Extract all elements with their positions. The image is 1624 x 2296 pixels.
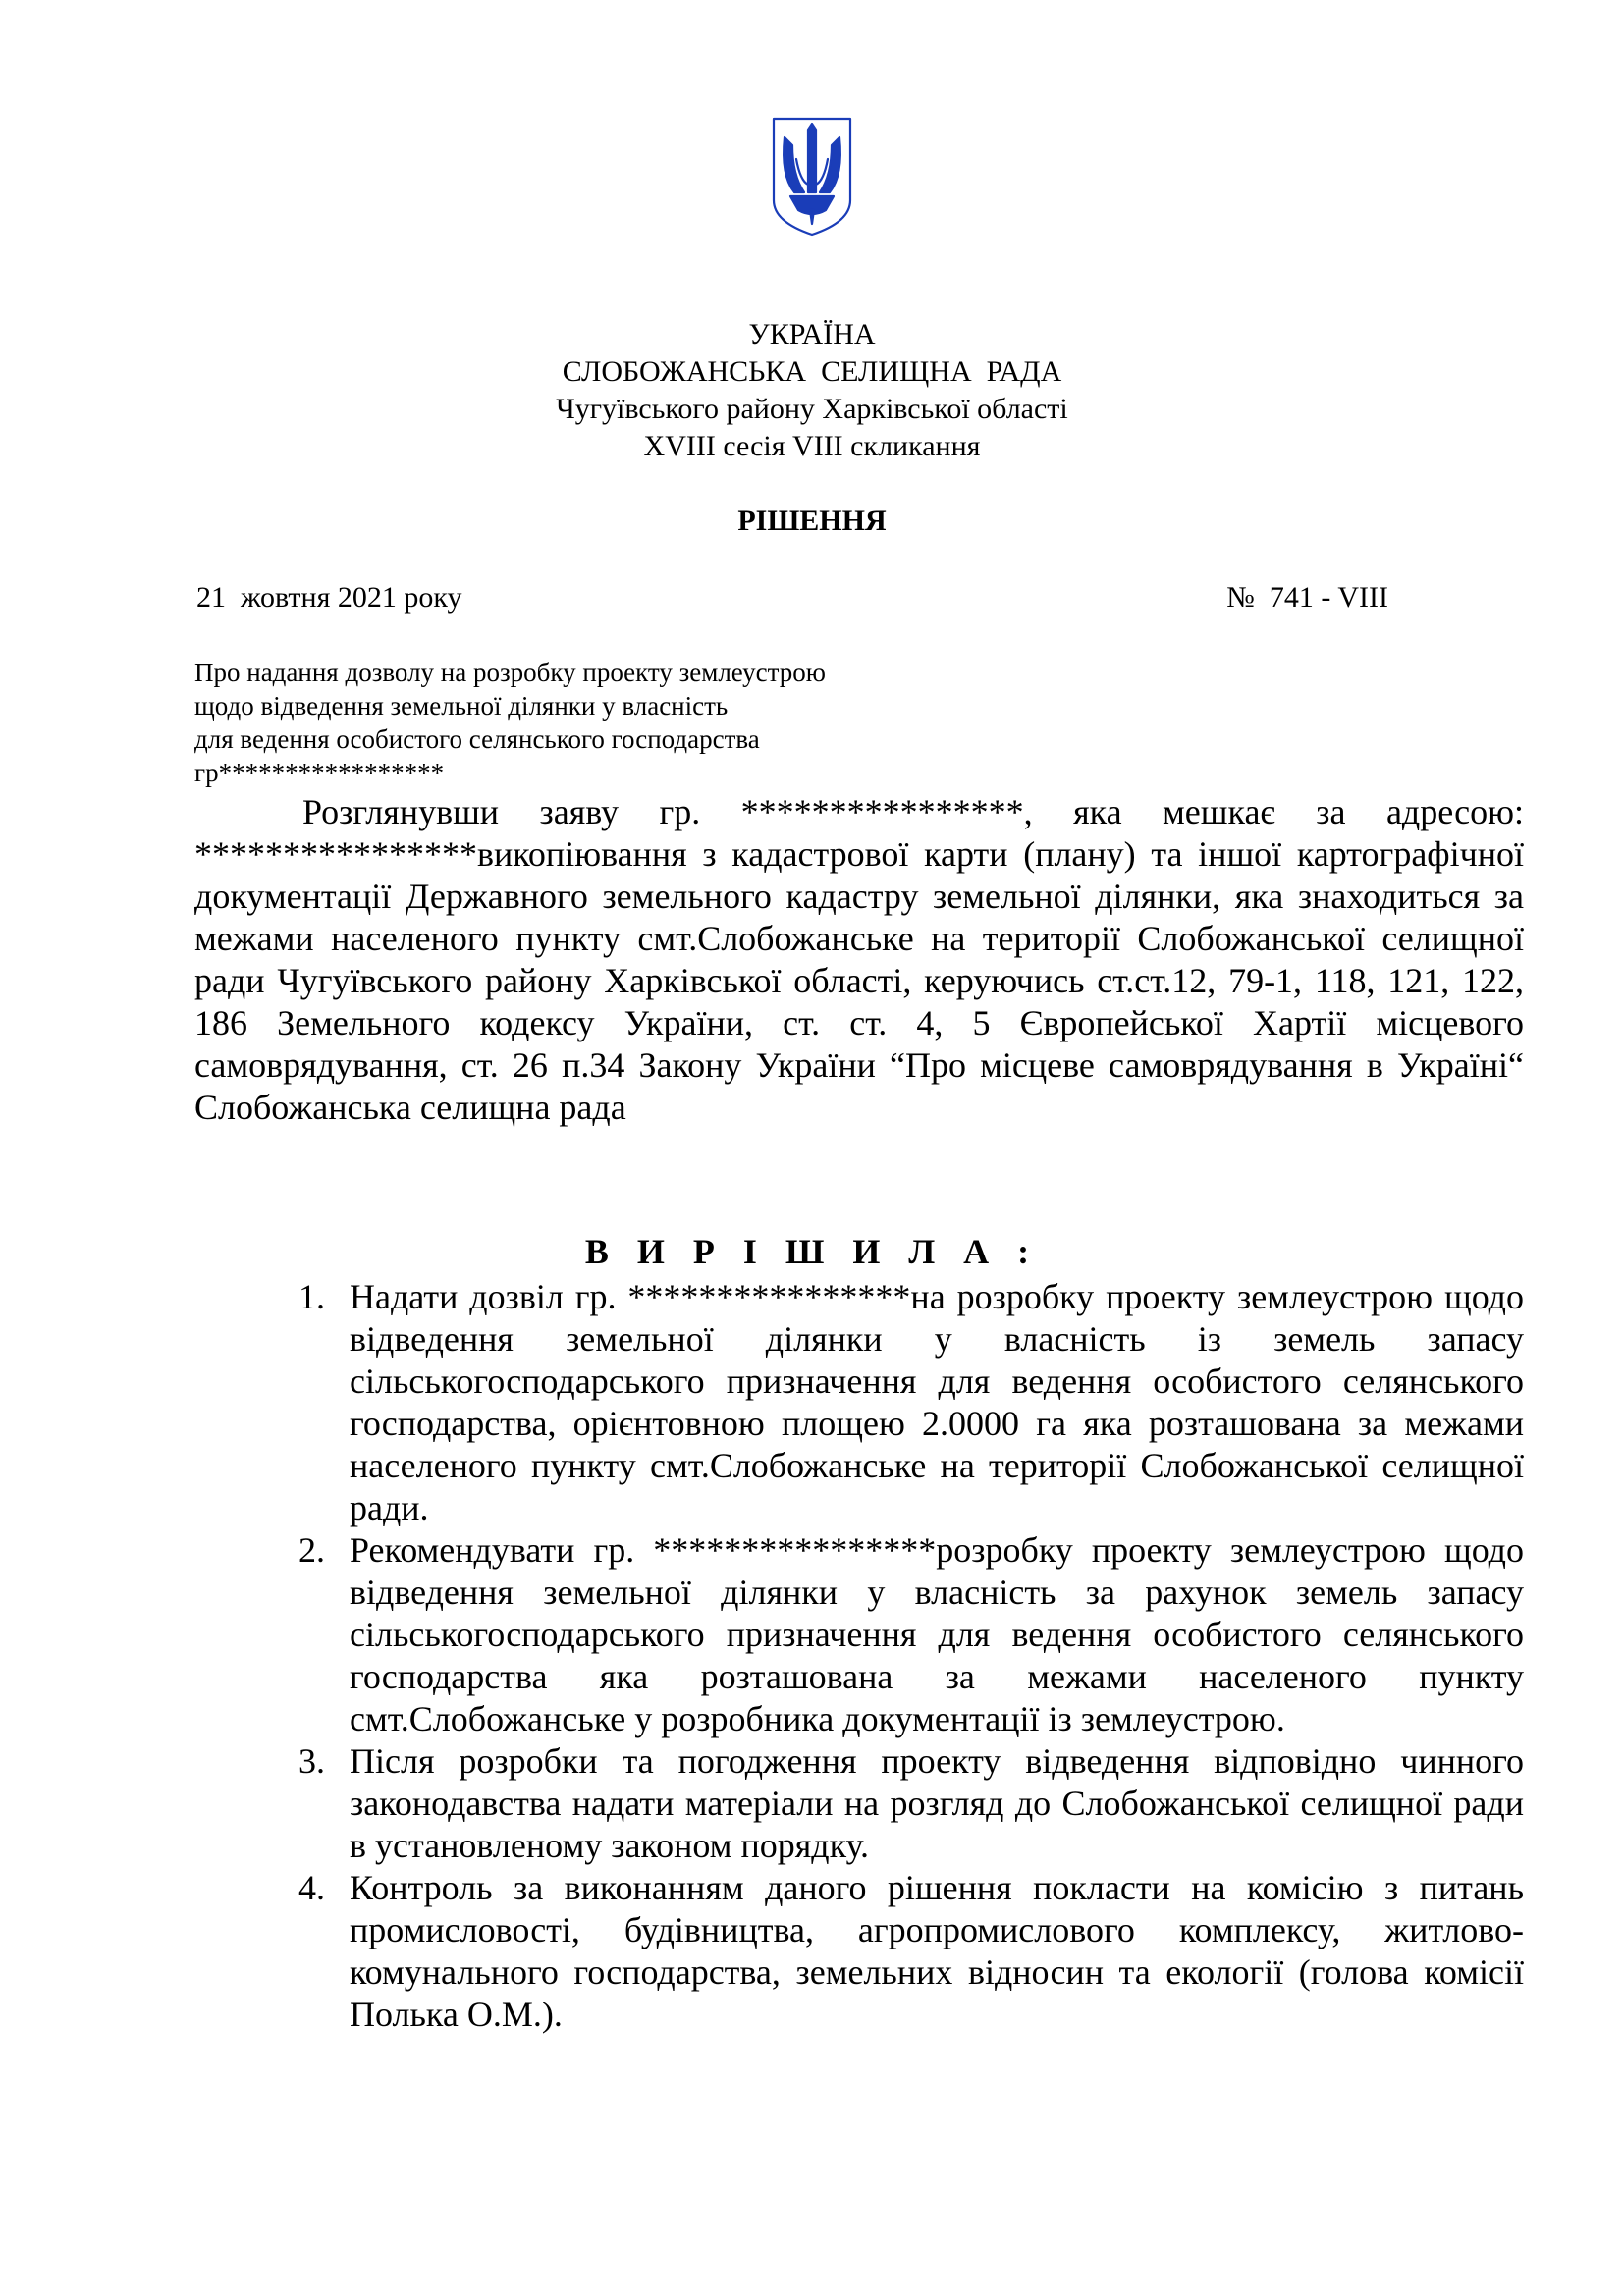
decision-item-text: Надати дозвіл гр. ****************на розробку проекту землеустрою щодо відведення земельної ділянки у власність із земель запасу сільськогосподарського призначення для ведення особистого селянського господарства, орієнтовною площею 2.0000 га яка розташована за межами населеного пункту смт.Слобожанське на території Слобожанської селищної ради. <box>350 1277 1524 1527</box>
country-name: УКРАЇНА <box>748 318 876 350</box>
decision-item-number: 2. <box>298 1530 325 1570</box>
decision-item <box>295 1740 1524 1867</box>
decided-heading: В И Р І Ш И Л А : <box>584 1232 1040 1271</box>
subject-line: щодо відведення земельної ділянки у власність <box>194 691 729 721</box>
decision-date: 21 жовтня 2021 року <box>196 581 462 614</box>
decision-item-number: 1. <box>298 1277 325 1316</box>
decision-item-text: Рекомендувати гр. ****************розробку проекту землеустрою щодо відведення земельної ділянки у власність за рахунок земель запасу сільськогосподарського призначення для ведення особистого селянського господарства яка розташована за межами населеного пункту смт.Слобожанське у розробника документації із землеустрою. <box>350 1530 1524 1738</box>
subject-line: для ведення особистого селянського господарства <box>194 724 760 754</box>
decision-item-text: Контроль за виконанням даного рішення покласти на комісію з питань промисловості, будівництва, агропромислового комплексу, житлово-комунального господарства, земельних відносин та екології (голова комісії Полька О.М.). <box>350 1868 1524 2034</box>
decision-number: № 741 - VIII <box>1226 581 1388 614</box>
decision-item <box>295 1529 1524 1740</box>
document-title: РІШЕННЯ <box>737 505 887 537</box>
decision-item-number: 4. <box>298 1868 325 1907</box>
decision-item-number: 3. <box>298 1741 325 1781</box>
preamble-paragraph: Розглянувши заяву гр. ****************, яка мешкає за адресою: ****************викопіювання з кадастрової карти (плану) та іншої картографічної документації Державного земельного кадастру земельної ділянки, яка знаходиться за межами населеного пункту смт.Слобожанське на території Слобожанської селищної ради Чугуївського району Харківської області, керуючись ст.ст.12, 79-1, 118, 121, 122, 186 Земельного кодексу України, ст. ст. 4, 5 Європейської Хартії місцевого самоврядування, ст. 26 п.34 Закону України “Про місцеве самоврядування в Україні“ Слобожанська селищна рада <box>194 792 1524 1127</box>
council-name: СЛОБОЖАНСЬКА СЕЛИЩНА РАДА <box>562 355 1062 388</box>
decision-item-text: Після розробки та погодження проекту відведення відповідно чинного законодавства надати матеріали на розгляд до Слобожанської селищної ради в установленому законом порядку. <box>350 1741 1524 1865</box>
decision-subject <box>194 656 826 789</box>
decisions-list <box>295 1276 1524 2036</box>
ukraine-coat-of-arms-icon <box>771 116 853 238</box>
session-info: XVIII сесія VIII скликання <box>643 430 981 462</box>
subject-line: гр***************** <box>194 758 445 787</box>
subject-line: Про надання дозволу на розробку проекту землеустрою <box>194 658 826 687</box>
decision-item <box>295 1276 1524 1529</box>
document-header <box>0 316 1624 465</box>
district-name: Чугуївського району Харківської області <box>556 393 1068 425</box>
decision-item <box>295 1867 1524 2036</box>
